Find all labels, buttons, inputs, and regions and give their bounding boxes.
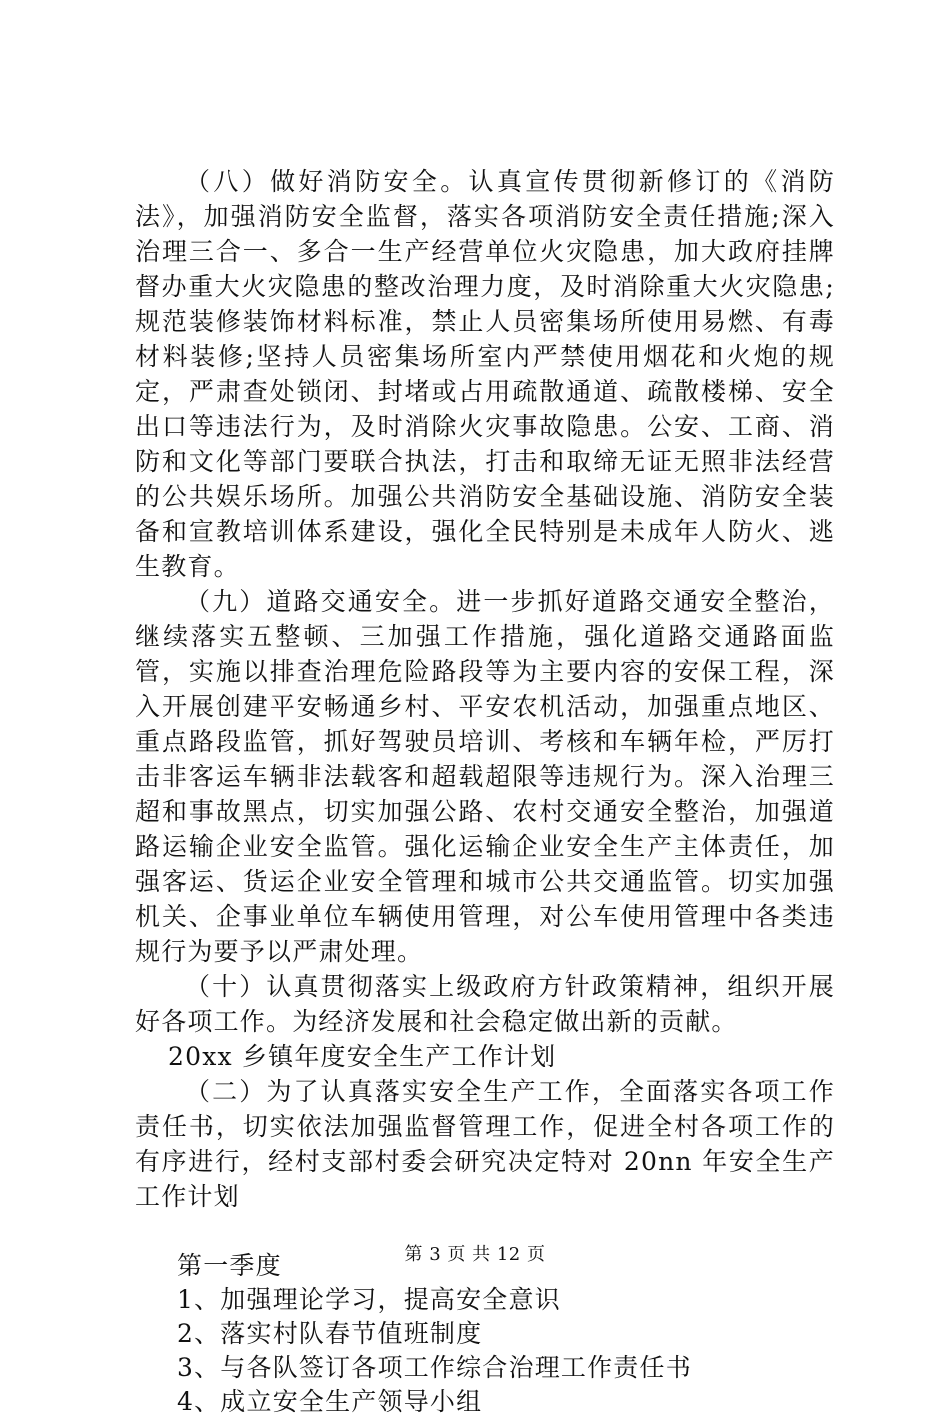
paragraph-implementation: （十）认真贯彻落实上级政府方针政策精神，组织开展好各项工作。为经济发展和社会稳定做出新的贡献。 [135, 972, 835, 1036]
plan-title: 20xx 乡镇年度安全生产工作计划 [168, 1042, 557, 1071]
quarter-item: 4、成立安全生产领导小组 [177, 1387, 483, 1416]
document-body [135, 164, 835, 1418]
paragraph-plan-intro: （二）为了认真落实安全生产工作，全面落实各项工作责任书，切实依法加强监督管理工作，促进全村各项工作的有序进行，经村支部村委会研究决定特对 20nn 年安全生产工作计划 [135, 1077, 835, 1211]
quarter-title: 第一季度 [177, 1251, 282, 1280]
quarter-item: 1、加强理论学习，提高安全意识 [177, 1285, 561, 1314]
paragraph-road-safety: （九）道路交通安全。进一步抓好道路交通安全整治，继续落实五整顿、三加强工作措施，强化道路交通路面监管，实施以排查治理危险路段等为主要内容的安保工程，深入开展创建平安畅通乡村、平安农机活动，加强重点地区、重点路段监管，抓好驾驶员培训、考核和车辆年检，严厉打击非客运车辆非法载客和超载超限等违规行为。深入治理三超和事故黑点，切实加强公路、农村交通安全整治，加强道路运输企业安全监管。强化运输企业安全生产主体责任，加强客运、货运企业安全管理和城市公共交通监管。切实加强机关、企事业单位车辆使用管理，对公车使用管理中各类违规行为要予以严肃处理。 [135, 587, 835, 966]
page-number-footer: 第 3 页 共 12 页 [404, 1244, 546, 1265]
paragraph-fire-safety: （八）做好消防安全。认真宣传贯彻新修订的《消防法》，加强消防安全监督，落实各项消防安全责任措施;深入治理三合一、多合一生产经营单位火灾隐患，加大政府挂牌督办重大火灾隐患的整改治理力度，及时消除重大火灾隐患;规范装修装饰材料标准，禁止人员密集场所使用易燃、有毒材料装修;坚持人员密集场所室内严禁使用烟花和火炮的规定，严肃查处锁闭、封堵或占用疏散通道、疏散楼梯、安全出口等违法行为，及时消除火灾事故隐患。公安、工商、消防和文化等部门要联合执法，打击和取缔无证无照非法经营的公共娱乐场所。加强公共消防安全基础设施、消防安全装备和宣教培训体系建设，强化全民特别是未成年人防火、逃生教育。 [135, 167, 835, 581]
quarter-item: 2、落实村队春节值班制度 [177, 1319, 483, 1348]
quarter-item: 3、与各队签订各项工作综合治理工作责任书 [177, 1353, 692, 1382]
